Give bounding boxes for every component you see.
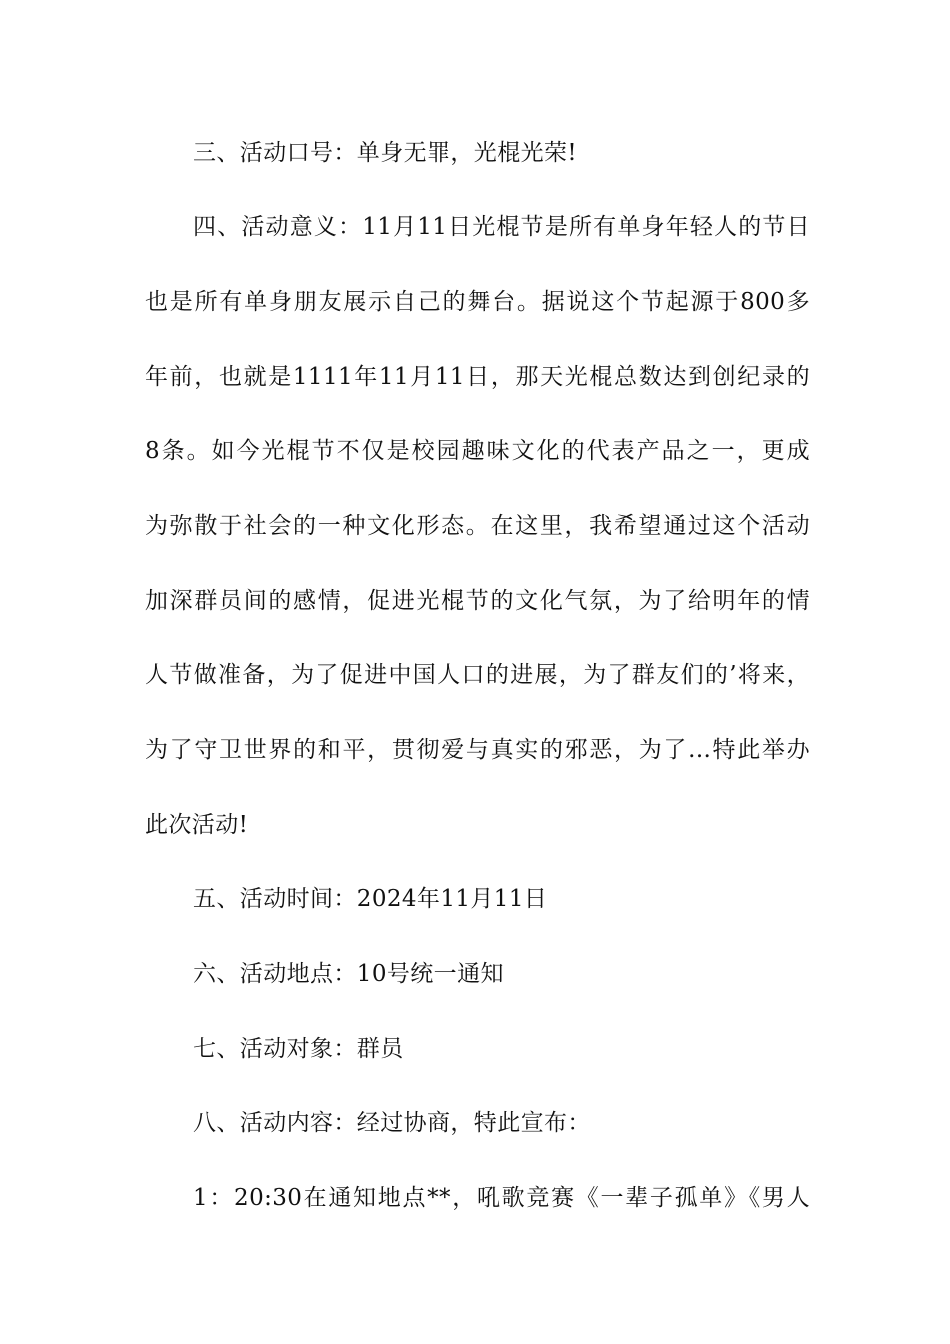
significance-line-5: 为弥散于社会的一种文化形态。在这里，我希望通过这个活动 xyxy=(145,513,810,539)
content-item-1-line: 1：20:30在通知地点**，吼歌竞赛《一辈子孤单》《男人 xyxy=(193,1185,810,1211)
time-line: 五、活动时间：2024年11月11日 xyxy=(193,886,548,912)
audience-line: 七、活动对象：群员 xyxy=(193,1036,404,1062)
significance-line-8: 为了守卫世界的和平，贯彻爱与真实的邪恶，为了...特此举办 xyxy=(145,737,810,763)
significance-line-9: 此次活动! xyxy=(145,812,249,838)
significance-line-7: 人节做准备，为了促进中国人口的进展，为了群友们的’将来， xyxy=(145,662,810,688)
significance-line-1: 四、活动意义：11月11日光棍节是所有单身年轻人的节日 xyxy=(193,214,810,240)
significance-line-6: 加深群员间的感情，促进光棍节的文化气氛，为了给明年的情 xyxy=(145,588,810,614)
significance-line-4: 8条。如今光棍节不仅是校园趣味文化的代表产品之一，更成 xyxy=(145,438,810,464)
content-line: 八、活动内容：经过协商，特此宣布： xyxy=(193,1110,591,1136)
significance-line-3: 年前，也就是1111年11月11日，那天光棍总数达到创纪录的 xyxy=(145,364,810,390)
significance-line-2: 也是所有单身朋友展示自己的舞台。据说这个节起源于800多 xyxy=(145,289,810,315)
slogan-line: 三、活动口号：单身无罪，光棍光荣! xyxy=(193,140,578,166)
location-line: 六、活动地点：10号统一通知 xyxy=(193,961,504,987)
